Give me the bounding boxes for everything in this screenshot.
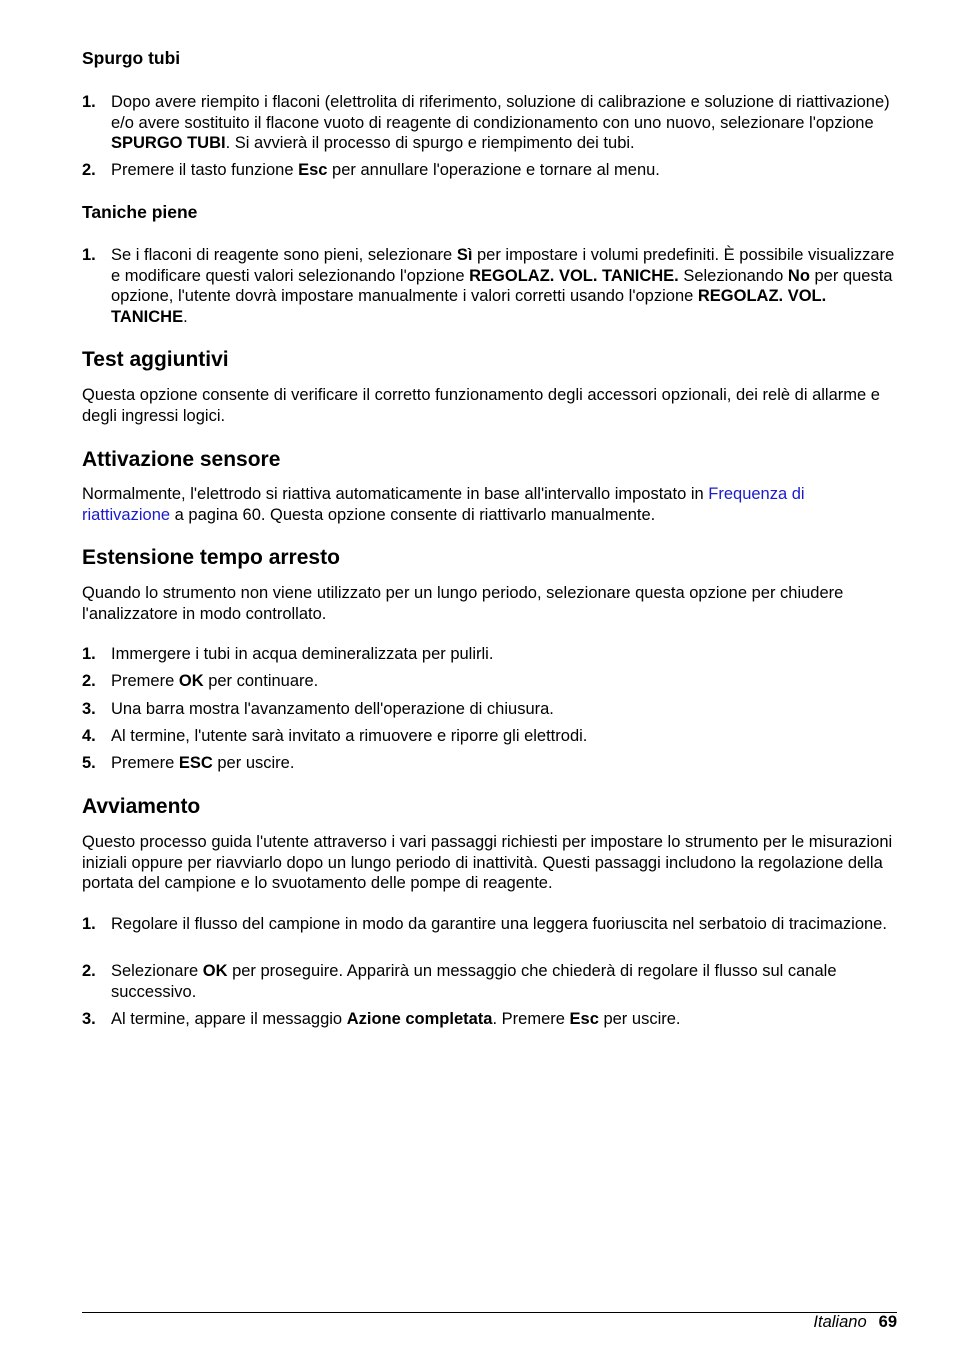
- list-number: 1.: [82, 246, 96, 264]
- page-footer: [813, 1312, 897, 1332]
- list-text: Una barra mostra l'avanzamento dell'operazione di chiusura.: [111, 700, 554, 718]
- section-heading-avviamento: Avviamento: [82, 795, 201, 818]
- list-text: Al termine, l'utente sarà invitato a rimuovere e riporre gli elettrodi.: [111, 727, 588, 745]
- list-item: [82, 961, 897, 1002]
- cross-reference-link[interactable]: Frequenza di riattivazione: [82, 485, 805, 524]
- page-number: 69: [878, 1313, 897, 1331]
- section-heading-test-aggiuntivi: Test aggiuntivi: [82, 348, 229, 371]
- list-item: [82, 914, 897, 935]
- list-number: 3.: [82, 1010, 96, 1028]
- list-number: 2.: [82, 161, 96, 179]
- list-number: 1.: [82, 645, 96, 663]
- list-text: Premere ESC per uscire.: [111, 754, 295, 772]
- list-text: Premere il tasto funzione Esc per annullare l'operazione e tornare al menu.: [111, 161, 660, 179]
- footer-language: Italiano: [813, 1313, 867, 1331]
- paragraph: Questo processo guida l'utente attraverso i vari passaggi richiesti per impostare lo strumento per le misurazioni iniziali oppure per riavviarlo dopo un lungo periodo di inattività. Questi passaggi includono la regolazione della portata del campione e lo svuotamento delle pompe di reagente.: [82, 833, 893, 892]
- list-number: 2.: [82, 672, 96, 690]
- list-text: Selezionare OK per proseguire. Apparirà un messaggio che chiederà di regolare il flusso sul canale successivo.: [111, 962, 837, 1001]
- list-item: [82, 699, 897, 720]
- list-item: [82, 1009, 897, 1030]
- list-number: 2.: [82, 962, 96, 980]
- paragraph: Quando lo strumento non viene utilizzato per un lungo periodo, selezionare questa opzione per chiudere l'analizzatore in modo controllato.: [82, 584, 844, 623]
- list-item: [82, 644, 897, 665]
- footer-divider: [82, 1312, 897, 1313]
- list-number: 1.: [82, 93, 96, 111]
- list-item: [82, 753, 897, 774]
- list-text: Regolare il flusso del campione in modo da garantire una leggera fuoriuscita nel serbatoio di tracimazione.: [111, 915, 887, 933]
- list-item: [82, 92, 897, 154]
- paragraph: Questa opzione consente di verificare il corretto funzionamento degli accessori opzionali, dei relè di allarme e degli ingressi logici.: [82, 386, 880, 425]
- list-text: Se i flaconi di reagente sono pieni, selezionare Sì per impostare i volumi predefiniti. È possibile visualizzare e modificare questi valori selezionando l'opzione REGOLAZ. VOL. TANICHE. Selezionando No per questa opzione, l'utente dovrà impostare manualmente i valori corretti usando l'opzione REGOLAZ. VOL. TANICHE.: [111, 246, 895, 326]
- list-text: Immergere i tubi in acqua demineralizzata per pulirli.: [111, 645, 494, 663]
- list-item: [82, 245, 897, 327]
- paragraph: Normalmente, l'elettrodo si riattiva automaticamente in base all'intervallo impostato in Frequenza di riattivazione a pagina 60. Questa opzione consente di riattivarlo manualmente.: [82, 485, 805, 524]
- list-item: [82, 160, 897, 181]
- list-number: 5.: [82, 754, 96, 772]
- section-heading-estensione-tempo-arresto: Estensione tempo arresto: [82, 546, 340, 569]
- list-text: Dopo avere riempito i flaconi (elettrolita di riferimento, soluzione di calibrazione e soluzione di riattivazione) e/o avere sostituito il flacone vuoto di reagente di condizionamento con uno nuovo, selezionare l'opzione SPURGO TUBI. Si avvierà il processo di spurgo e riempimento dei tubi.: [111, 93, 890, 152]
- list-item: [82, 671, 897, 692]
- section-heading-spurgo-tubi: Spurgo tubi: [82, 48, 181, 68]
- section-heading-attivazione-sensore: Attivazione sensore: [82, 448, 281, 471]
- list-number: 4.: [82, 727, 96, 745]
- list-text: Premere OK per continuare.: [111, 672, 319, 690]
- list-text: Al termine, appare il messaggio Azione completata. Premere Esc per uscire.: [111, 1010, 681, 1028]
- section-heading-taniche-piene: Taniche piene: [82, 202, 198, 222]
- list-item: [82, 726, 897, 747]
- list-number: 1.: [82, 915, 96, 933]
- list-number: 3.: [82, 700, 96, 718]
